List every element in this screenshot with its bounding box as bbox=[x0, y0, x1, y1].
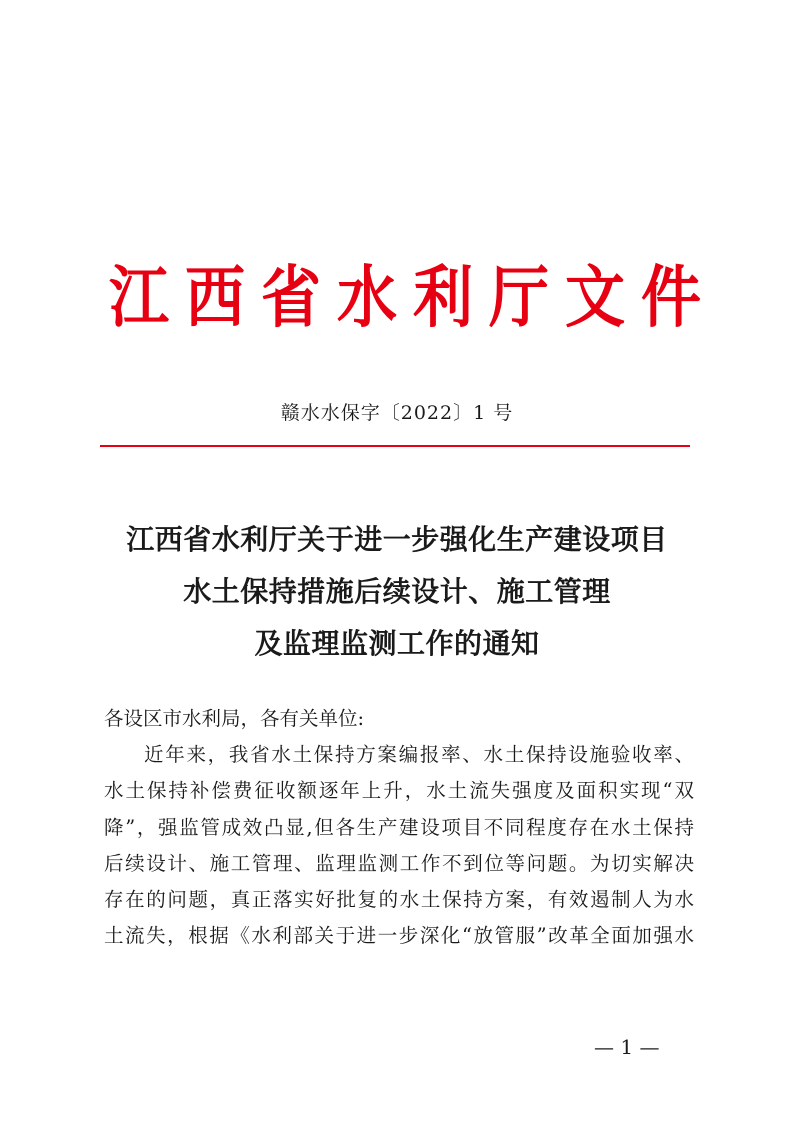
page-number: — 1 — bbox=[594, 1035, 660, 1059]
body-text bbox=[104, 701, 694, 954]
paragraph-line: 降”，强监管成效凸显,但各生产建设项目不同程度存在水土保持 bbox=[104, 815, 694, 839]
paragraph-line: 水土保持补偿费征收额逐年上升，水土流失强度及面积实现“双 bbox=[104, 779, 694, 803]
paragraph-line: 近年来，我省水土保持方案编报率、水土保持设施验收率、 bbox=[144, 743, 694, 767]
document-number: 赣水水保字〔2022〕1 号 bbox=[280, 402, 514, 424]
title-line: 及监理监测工作的通知 bbox=[254, 627, 540, 660]
salutation: 各设区市水利局，各有关单位: bbox=[104, 707, 365, 730]
notice-title bbox=[60, 514, 734, 670]
paragraph-line: 后续设计、施工管理、监理监测工作不到位等问题。为切实解决 bbox=[104, 851, 694, 875]
paragraph-line: 存在的问题，真正落实好批复的水土保持方案，有效遏制人为水 bbox=[104, 887, 694, 911]
paragraph-line: 土流失，根据《水利部关于进一步深化“放管服”改革全面加强水 bbox=[104, 924, 694, 948]
masthead-title: 江西省水利厅文件 bbox=[109, 258, 717, 338]
red-divider-line bbox=[100, 445, 690, 447]
title-line: 江西省水利厅关于进一步强化生产建设项目 bbox=[126, 523, 668, 556]
title-line: 水土保持措施后续设计、施工管理 bbox=[183, 575, 611, 608]
